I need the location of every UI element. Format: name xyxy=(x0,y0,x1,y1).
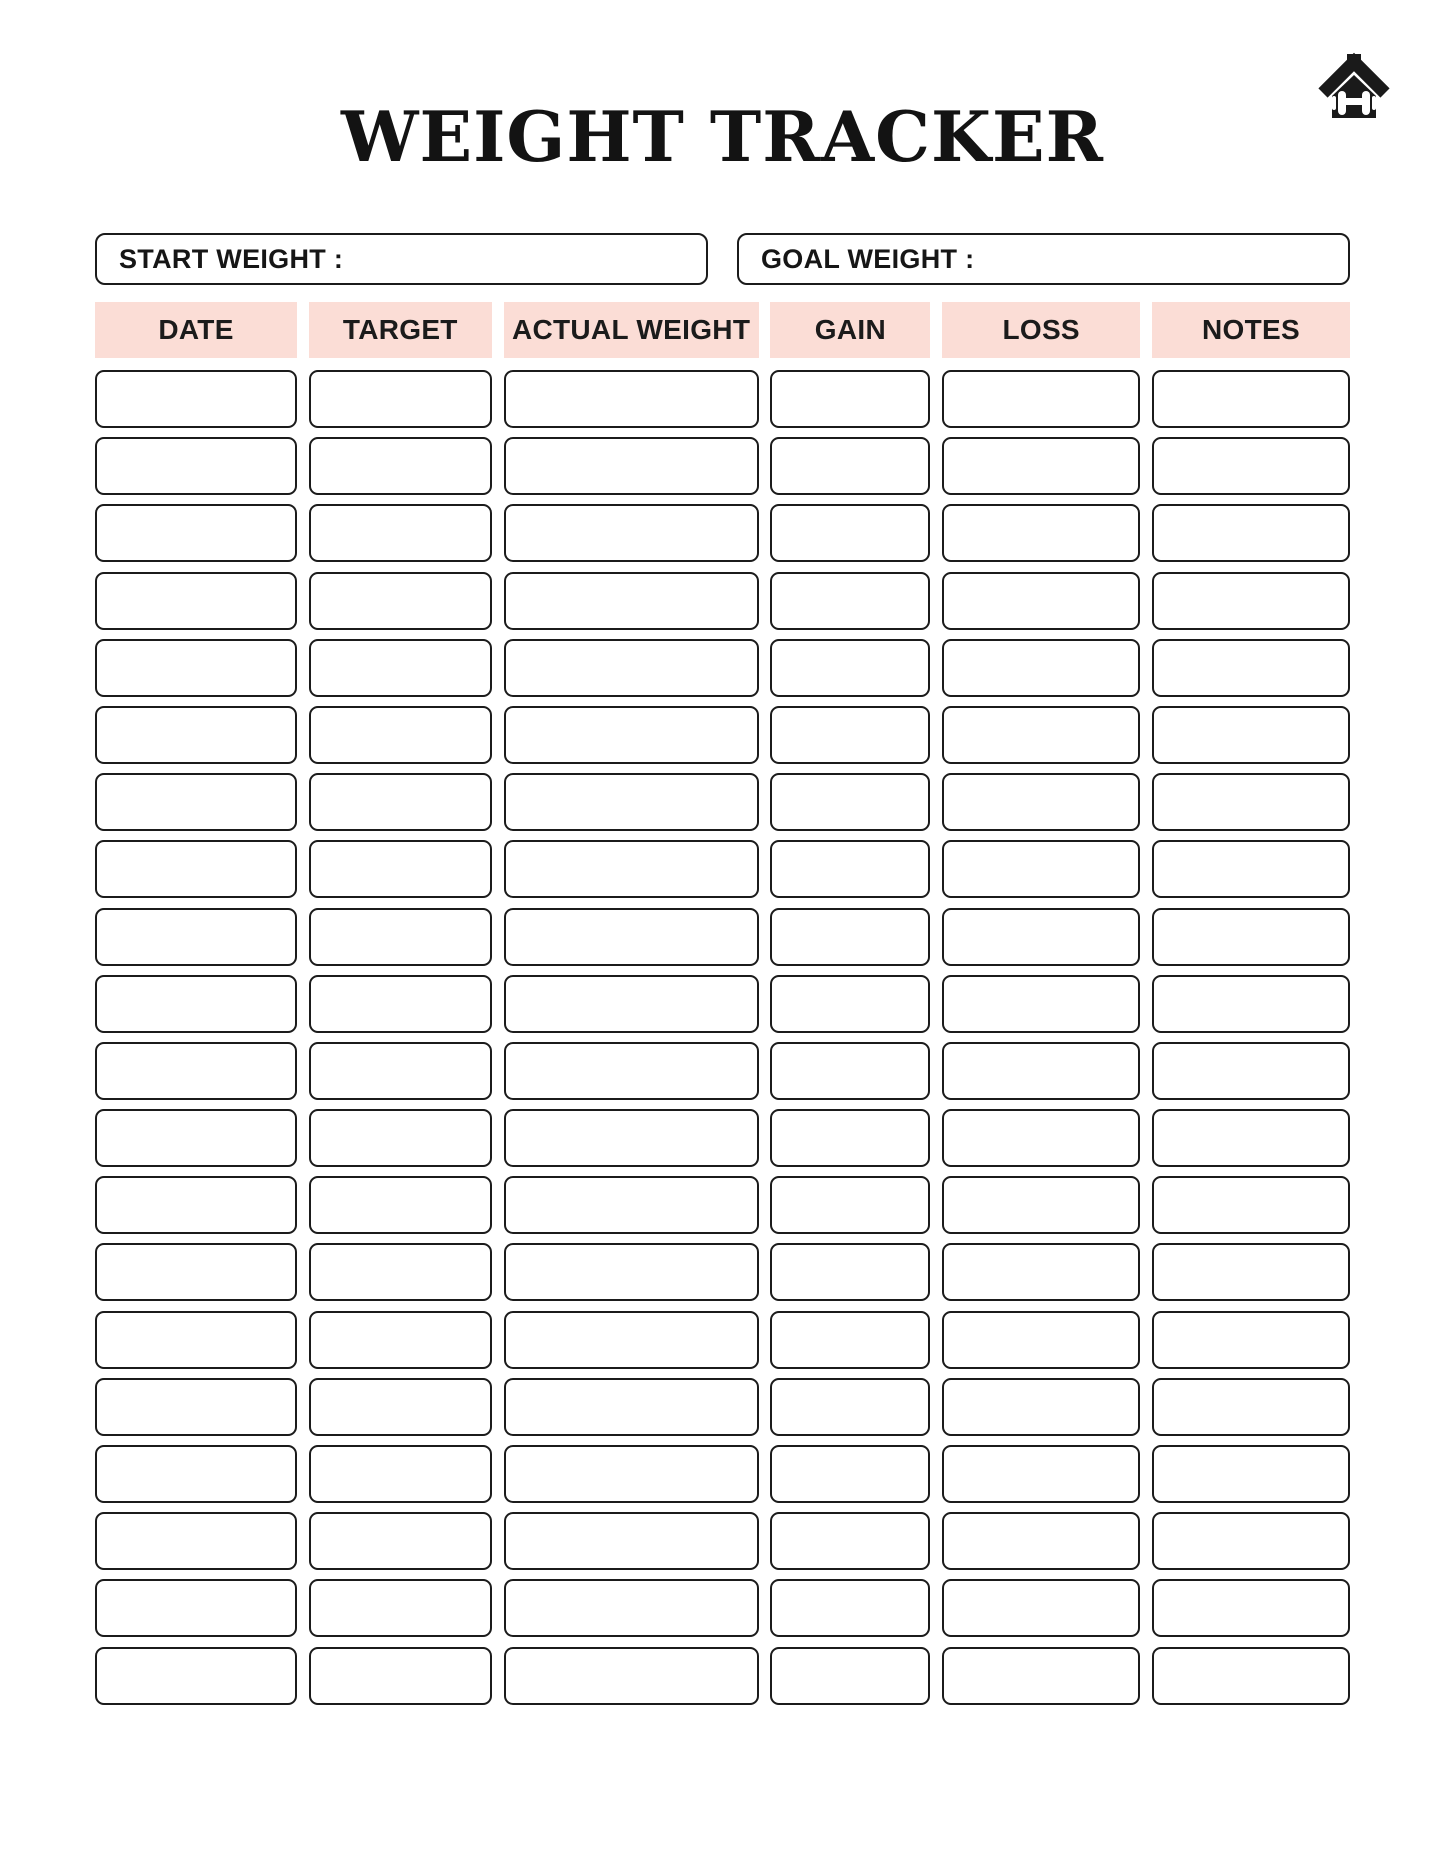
cell-gain-row-15[interactable] xyxy=(770,1311,930,1369)
column-date xyxy=(95,302,297,1714)
cell-date-row-12[interactable] xyxy=(95,1109,297,1167)
cell-loss-row-15[interactable] xyxy=(942,1311,1140,1369)
cell-actual-weight-row-2[interactable] xyxy=(504,437,759,495)
cell-gain-row-13[interactable] xyxy=(770,1176,930,1234)
cell-notes-row-19[interactable] xyxy=(1152,1579,1350,1637)
cell-gain-row-10[interactable] xyxy=(770,975,930,1033)
cell-actual-weight-row-12[interactable] xyxy=(504,1109,759,1167)
cell-target-row-17[interactable] xyxy=(309,1445,492,1503)
column-header-target: TARGET xyxy=(309,302,492,358)
cell-date-row-5[interactable] xyxy=(95,639,297,697)
cell-notes-row-14[interactable] xyxy=(1152,1243,1350,1301)
cell-loss-row-14[interactable] xyxy=(942,1243,1140,1301)
column-header-gain: GAIN xyxy=(770,302,930,358)
cell-notes-row-11[interactable] xyxy=(1152,1042,1350,1100)
cell-gain-row-12[interactable] xyxy=(770,1109,930,1167)
goal-weight-label: GOAL WEIGHT : xyxy=(761,243,975,274)
cell-gain-row-16[interactable] xyxy=(770,1378,930,1436)
column-header-date: DATE xyxy=(95,302,297,358)
cell-target-row-9[interactable] xyxy=(309,908,492,966)
cell-target-row-20[interactable] xyxy=(309,1647,492,1705)
cell-gain-row-7[interactable] xyxy=(770,773,930,831)
cell-date-row-3[interactable] xyxy=(95,504,297,562)
column-gain xyxy=(770,302,930,1714)
cell-gain-row-4[interactable] xyxy=(770,572,930,630)
cell-date-row-19[interactable] xyxy=(95,1579,297,1637)
cell-actual-weight-row-11[interactable] xyxy=(504,1042,759,1100)
cell-date-row-17[interactable] xyxy=(95,1445,297,1503)
cell-gain-row-3[interactable] xyxy=(770,504,930,562)
cell-target-row-12[interactable] xyxy=(309,1109,492,1167)
cell-loss-row-10[interactable] xyxy=(942,975,1140,1033)
cell-actual-weight-row-1[interactable] xyxy=(504,370,759,428)
cell-date-row-8[interactable] xyxy=(95,840,297,898)
cell-target-row-10[interactable] xyxy=(309,975,492,1033)
cell-actual-weight-row-13[interactable] xyxy=(504,1176,759,1234)
cell-target-row-3[interactable] xyxy=(309,504,492,562)
cell-loss-row-1[interactable] xyxy=(942,370,1140,428)
cell-actual-weight-row-19[interactable] xyxy=(504,1579,759,1637)
cell-gain-row-6[interactable] xyxy=(770,706,930,764)
column-target xyxy=(309,302,492,1714)
column-actual-weight xyxy=(504,302,759,1714)
cell-actual-weight-row-18[interactable] xyxy=(504,1512,759,1570)
start-weight-label: START WEIGHT : xyxy=(119,243,344,274)
cell-notes-row-20[interactable] xyxy=(1152,1647,1350,1705)
cell-loss-row-7[interactable] xyxy=(942,773,1140,831)
cell-notes-row-15[interactable] xyxy=(1152,1311,1350,1369)
cell-target-row-13[interactable] xyxy=(309,1176,492,1234)
cell-actual-weight-row-10[interactable] xyxy=(504,975,759,1033)
column-header-loss: LOSS xyxy=(942,302,1140,358)
cell-date-row-6[interactable] xyxy=(95,706,297,764)
cell-notes-row-6[interactable] xyxy=(1152,706,1350,764)
cell-target-row-16[interactable] xyxy=(309,1378,492,1436)
cell-date-row-15[interactable] xyxy=(95,1311,297,1369)
cell-target-row-11[interactable] xyxy=(309,1042,492,1100)
cell-notes-row-4[interactable] xyxy=(1152,572,1350,630)
cell-actual-weight-row-8[interactable] xyxy=(504,840,759,898)
column-header-actual-weight: ACTUAL WEIGHT xyxy=(504,302,759,358)
cell-notes-row-7[interactable] xyxy=(1152,773,1350,831)
cell-gain-row-18[interactable] xyxy=(770,1512,930,1570)
cell-target-row-5[interactable] xyxy=(309,639,492,697)
cell-date-row-4[interactable] xyxy=(95,572,297,630)
cell-target-row-2[interactable] xyxy=(309,437,492,495)
cell-notes-row-17[interactable] xyxy=(1152,1445,1350,1503)
cell-loss-row-13[interactable] xyxy=(942,1176,1140,1234)
cell-loss-row-6[interactable] xyxy=(942,706,1140,764)
cell-loss-row-20[interactable] xyxy=(942,1647,1140,1705)
cell-date-row-16[interactable] xyxy=(95,1378,297,1436)
goal-weight-field[interactable] xyxy=(737,233,1350,285)
cell-target-row-7[interactable] xyxy=(309,773,492,831)
cell-loss-row-4[interactable] xyxy=(942,572,1140,630)
cell-target-row-4[interactable] xyxy=(309,572,492,630)
cell-target-row-14[interactable] xyxy=(309,1243,492,1301)
cell-notes-row-13[interactable] xyxy=(1152,1176,1350,1234)
cell-actual-weight-row-15[interactable] xyxy=(504,1311,759,1369)
column-header-notes: NOTES xyxy=(1152,302,1350,358)
cell-loss-row-19[interactable] xyxy=(942,1579,1140,1637)
cell-notes-row-12[interactable] xyxy=(1152,1109,1350,1167)
cell-gain-row-5[interactable] xyxy=(770,639,930,697)
cell-notes-row-2[interactable] xyxy=(1152,437,1350,495)
cell-gain-row-9[interactable] xyxy=(770,908,930,966)
cell-loss-row-18[interactable] xyxy=(942,1512,1140,1570)
column-loss xyxy=(942,302,1140,1714)
cell-loss-row-9[interactable] xyxy=(942,908,1140,966)
cell-target-row-6[interactable] xyxy=(309,706,492,764)
cell-actual-weight-row-14[interactable] xyxy=(504,1243,759,1301)
cell-date-row-20[interactable] xyxy=(95,1647,297,1705)
cell-actual-weight-row-7[interactable] xyxy=(504,773,759,831)
cell-notes-row-5[interactable] xyxy=(1152,639,1350,697)
page-title: WEIGHT TRACKER xyxy=(341,97,1104,178)
cell-actual-weight-row-16[interactable] xyxy=(504,1378,759,1436)
cell-actual-weight-row-20[interactable] xyxy=(504,1647,759,1705)
cell-date-row-9[interactable] xyxy=(95,908,297,966)
cell-target-row-8[interactable] xyxy=(309,840,492,898)
cell-target-row-1[interactable] xyxy=(309,370,492,428)
cell-actual-weight-row-9[interactable] xyxy=(504,908,759,966)
cell-gain-row-8[interactable] xyxy=(770,840,930,898)
cell-actual-weight-row-4[interactable] xyxy=(504,572,759,630)
cell-loss-row-8[interactable] xyxy=(942,840,1140,898)
cell-date-row-2[interactable] xyxy=(95,437,297,495)
column-notes xyxy=(1152,302,1350,1714)
cell-gain-row-17[interactable] xyxy=(770,1445,930,1503)
cell-actual-weight-row-5[interactable] xyxy=(504,639,759,697)
cell-actual-weight-row-17[interactable] xyxy=(504,1445,759,1503)
cell-gain-row-11[interactable] xyxy=(770,1042,930,1100)
cell-notes-row-10[interactable] xyxy=(1152,975,1350,1033)
cell-actual-weight-row-3[interactable] xyxy=(504,504,759,562)
weight-table xyxy=(95,302,1350,1714)
cell-target-row-19[interactable] xyxy=(309,1579,492,1637)
cell-notes-row-1[interactable] xyxy=(1152,370,1350,428)
cell-loss-row-2[interactable] xyxy=(942,437,1140,495)
cell-loss-row-17[interactable] xyxy=(942,1445,1140,1503)
cell-gain-row-14[interactable] xyxy=(770,1243,930,1301)
cell-gain-row-19[interactable] xyxy=(770,1579,930,1637)
cell-date-row-11[interactable] xyxy=(95,1042,297,1100)
cell-notes-row-3[interactable] xyxy=(1152,504,1350,562)
cell-target-row-18[interactable] xyxy=(309,1512,492,1570)
cell-notes-row-16[interactable] xyxy=(1152,1378,1350,1436)
start-weight-field[interactable] xyxy=(95,233,708,285)
cell-actual-weight-row-6[interactable] xyxy=(504,706,759,764)
cell-notes-row-9[interactable] xyxy=(1152,908,1350,966)
home-gym-icon-svg xyxy=(1318,52,1390,118)
cell-date-row-10[interactable] xyxy=(95,975,297,1033)
cell-gain-row-1[interactable] xyxy=(770,370,930,428)
cell-date-row-13[interactable] xyxy=(95,1176,297,1234)
cell-date-row-18[interactable] xyxy=(95,1512,297,1570)
cell-notes-row-18[interactable] xyxy=(1152,1512,1350,1570)
cell-loss-row-16[interactable] xyxy=(942,1378,1140,1436)
cell-notes-row-8[interactable] xyxy=(1152,840,1350,898)
cell-gain-row-20[interactable] xyxy=(770,1647,930,1705)
cell-date-row-1[interactable] xyxy=(95,370,297,428)
cell-target-row-15[interactable] xyxy=(309,1311,492,1369)
cell-loss-row-5[interactable] xyxy=(942,639,1140,697)
cell-loss-row-3[interactable] xyxy=(942,504,1140,562)
cell-date-row-14[interactable] xyxy=(95,1243,297,1301)
weight-summary xyxy=(95,233,1350,285)
cell-gain-row-2[interactable] xyxy=(770,437,930,495)
cell-loss-row-12[interactable] xyxy=(942,1109,1140,1167)
cell-loss-row-11[interactable] xyxy=(942,1042,1140,1100)
home-gym-icon xyxy=(1318,52,1390,118)
cell-date-row-7[interactable] xyxy=(95,773,297,831)
